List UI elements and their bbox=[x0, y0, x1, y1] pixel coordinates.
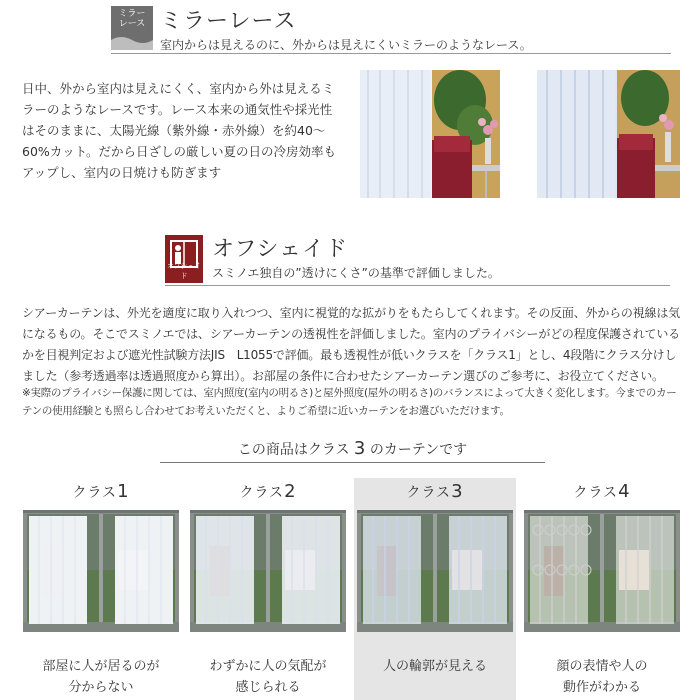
class-card-2 bbox=[187, 478, 349, 700]
class-window-image bbox=[524, 510, 680, 632]
class-window-image bbox=[357, 510, 513, 632]
divider bbox=[111, 53, 671, 54]
class-window-image bbox=[190, 510, 346, 632]
class-description: 部屋に人が居るのが 分からない bbox=[42, 659, 160, 695]
wave-icon bbox=[111, 32, 153, 50]
class-label: クラス3 bbox=[406, 481, 464, 502]
product-class-suffix: のカーテンです bbox=[369, 442, 468, 458]
class-card-4 bbox=[521, 478, 683, 700]
off-shade-title: オフシェイド bbox=[212, 237, 349, 262]
off-shade-badge-label: オフシェイド bbox=[166, 262, 202, 280]
mirror-lace-description: 日中、外から室内は見えにくく、室内から外は見えるミラーのようなレースです。レース本来の通気性や採光性はそのままに、太陽光線（紫外線・赤外線）を約40〜60%カット。だから日ざしの厳しい夏の日の冷房効率もアップし、室内の日焼けも防ぎます bbox=[22, 81, 337, 180]
class-label: クラス4 bbox=[573, 481, 631, 502]
mirror-lace-badge bbox=[111, 6, 153, 50]
mirror-lace-subtitle: 室内からは見えるのに、外からは見えにくいミラーのようなレース。 bbox=[160, 38, 532, 52]
class-description: 人の輪郭が見える bbox=[382, 659, 487, 674]
mirror-lace-photo-indoor bbox=[360, 70, 500, 198]
off-shade-note: ※実際のプライバシー保護に関しては、室内照度(室内の明るさ)と屋外照度(屋外の明るさ)のバランスによって大きく変化します。今までのカーテンの使用経験とも照らし合わせてお考えいただくと、よりご希望に近いカーテンをお選びいただけます。 bbox=[22, 387, 677, 417]
product-class-number: 3 bbox=[353, 438, 366, 459]
class-description: 顔の表情や人の 動作がわかる bbox=[556, 659, 648, 695]
mirror-lace-title: ミラーレース bbox=[160, 9, 297, 34]
off-shade-description: シアーカーテンは、外光を適度に取り入れつつ、室内に視覚的な拡がりをもたらしてくれます。その反面、外からの視線は気になるもの。そこでスミノエでは、シアーカーテンの透視性を評価しました。室内のプライバシーがどの程度保護されているかを目視判定および遮光性試験方法JIS L1055で評価。最も透視性が低いクラスを「クラス1」とし、4段階にクラス分けしました（参考透過率は透過照度から算出）。お部屋の条件に合わせたシアーカーテン選びのご参考に、お役立てください。 bbox=[22, 306, 680, 383]
class-label: クラス2 bbox=[239, 481, 297, 502]
class-label: クラス1 bbox=[72, 481, 130, 502]
product-class-prefix: この商品はクラス bbox=[237, 442, 350, 458]
mirror-lace-photo-outdoor bbox=[537, 70, 680, 198]
class-window-image bbox=[23, 510, 179, 632]
class-description: わずかに人の気配が 感じられる bbox=[209, 659, 327, 695]
class-card-3 bbox=[354, 478, 516, 700]
off-shade-badge bbox=[165, 235, 203, 283]
divider bbox=[165, 285, 670, 286]
mirror-lace-badge-label: ミラー レース bbox=[118, 9, 146, 29]
product-class-heading bbox=[160, 438, 545, 463]
class-card-1 bbox=[20, 478, 182, 700]
off-shade-subtitle: スミノエ独自の”透けにくさ”の基準で評価しました。 bbox=[212, 266, 500, 280]
